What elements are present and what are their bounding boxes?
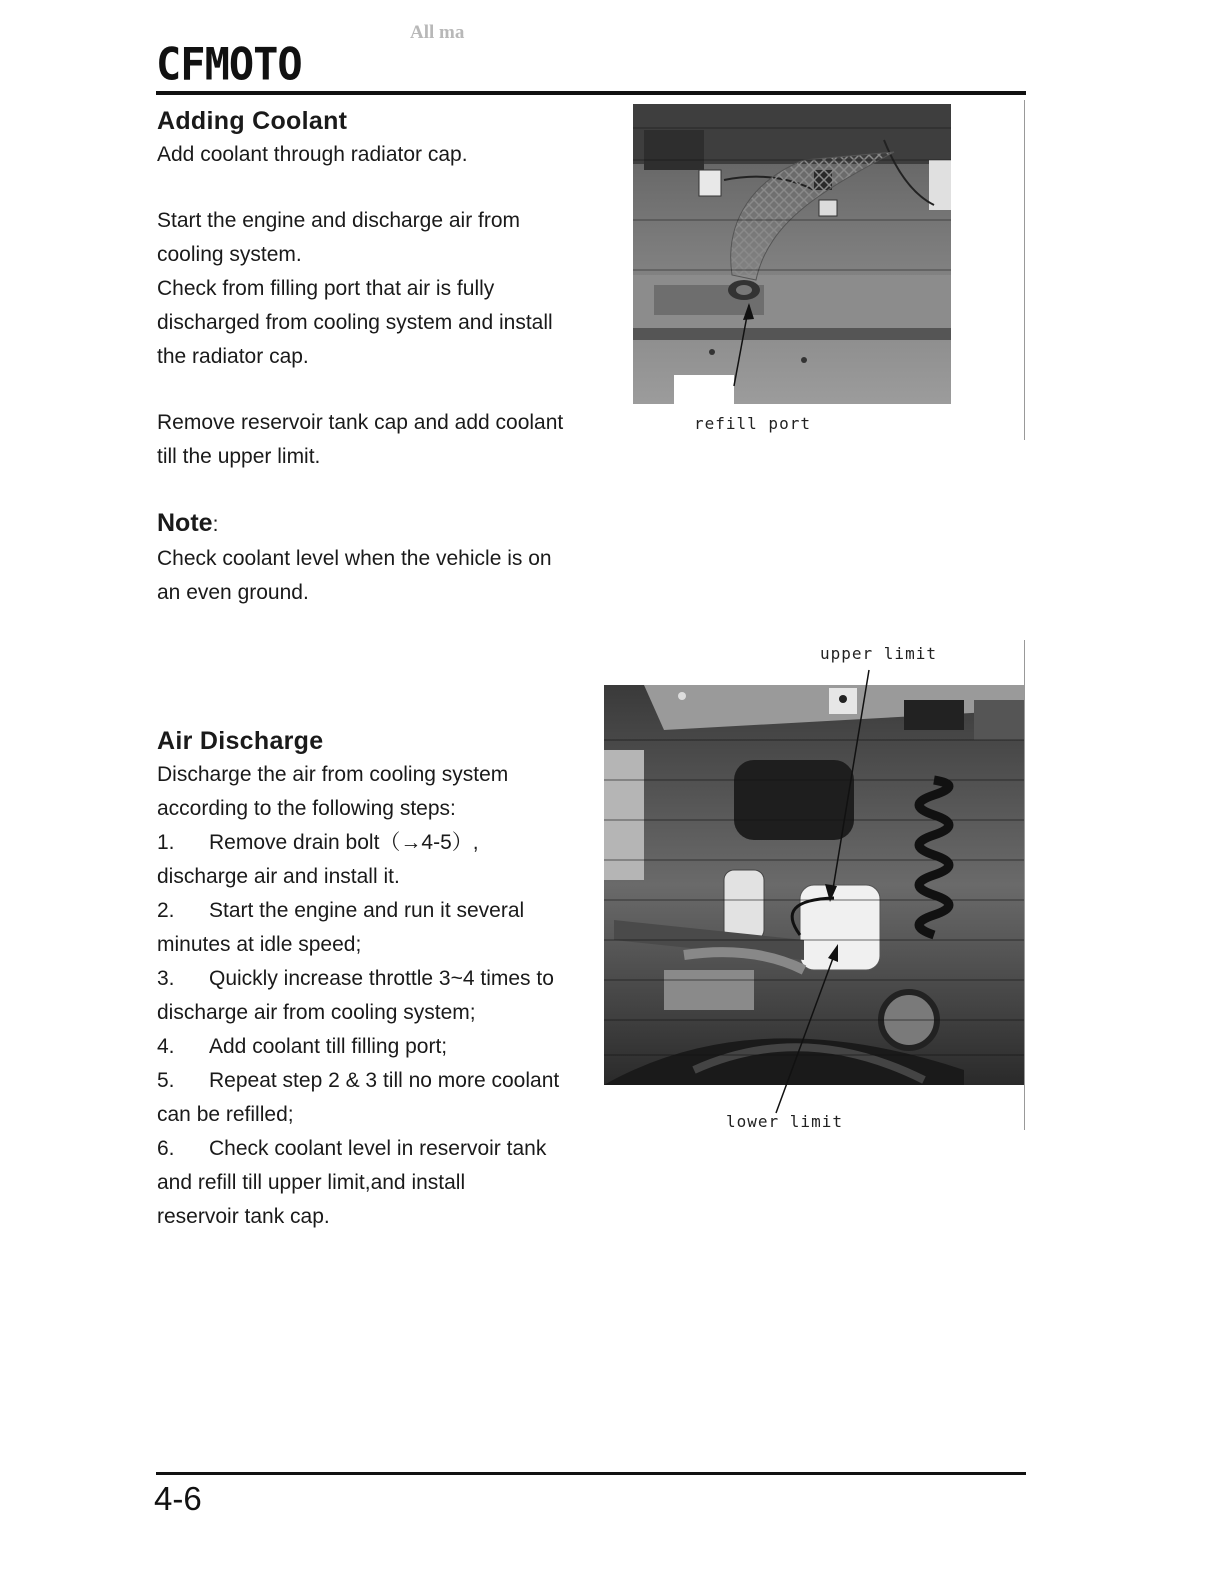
paragraph-start-engine: [157, 204, 587, 374]
note-heading: [157, 506, 587, 542]
air-discharge-section: [157, 724, 587, 1234]
step-text: discharge air from cooling system;: [157, 1001, 476, 1024]
figure-border: [1024, 100, 1025, 440]
figure-reservoir-tank: [604, 640, 1026, 1130]
step-text: Quickly increase throttle 3~4 times to: [209, 967, 554, 990]
brand-logo-text: CFMOTO: [156, 38, 302, 91]
step-text: Start the engine and run it several: [209, 899, 525, 922]
text-line: discharged from cooling system and install: [157, 311, 553, 334]
label-refill-port: refill port: [694, 414, 811, 433]
step-text: can be refilled;: [157, 1103, 294, 1126]
note-colon: :: [212, 513, 219, 536]
step-number: 4.: [157, 1035, 175, 1058]
text-line: Check from filling port that air is fully: [157, 277, 495, 300]
step-text: Check coolant level in reservoir tank: [209, 1137, 547, 1160]
step-text: Remove drain bolt（→4-5）,: [209, 831, 479, 854]
refill-port-photo: [604, 100, 1026, 440]
step-3: [157, 962, 587, 1030]
step-text: Repeat step 2 & 3 till no more coolant: [209, 1069, 560, 1092]
text-line: the radiator cap.: [157, 345, 309, 368]
text-line: an even ground.: [157, 581, 309, 604]
reservoir-tank-photo: [604, 640, 1026, 1130]
note-section: [157, 506, 587, 610]
page-number: 4-6: [154, 1480, 202, 1517]
note-text: [157, 542, 587, 610]
text-line: Discharge the air from cooling system: [157, 763, 509, 786]
figure-refill-port: [604, 100, 1026, 440]
step-text: discharge air and install it.: [157, 865, 400, 888]
text-line: Remove reservoir tank cap and add coolant: [157, 411, 564, 434]
step-number: 6.: [157, 1137, 175, 1160]
footer-rule: [156, 1472, 1026, 1475]
paragraph-add-coolant: Add coolant through radiator cap.: [157, 143, 468, 166]
paragraph-reservoir: [157, 406, 587, 474]
step-4: [157, 1030, 587, 1064]
section-title-air-discharge: Air Discharge: [157, 727, 324, 755]
text-line: cooling system.: [157, 243, 302, 266]
header-rule: [156, 91, 1026, 95]
step-number: 3.: [157, 967, 175, 990]
text-line: till the upper limit.: [157, 445, 321, 468]
step-6: [157, 1132, 587, 1234]
spacer: [157, 172, 587, 204]
section-title-adding-coolant: Adding Coolant: [157, 107, 348, 135]
step-number: 2.: [157, 899, 175, 922]
note-title: Note: [157, 509, 213, 537]
step-1: [157, 826, 587, 894]
text-line: Start the engine and discharge air from: [157, 209, 521, 232]
step-text: reservoir tank cap.: [157, 1205, 330, 1228]
step-text: and refill till upper limit,and install: [157, 1171, 466, 1194]
text-line: Check coolant level when the vehicle is on: [157, 547, 552, 570]
step-number: 1.: [157, 831, 175, 854]
figure-border: [1024, 640, 1025, 1130]
air-discharge-intro: [157, 758, 587, 826]
spacer: [157, 374, 587, 406]
step-text: minutes at idle speed;: [157, 933, 362, 956]
label-upper-limit: upper limit: [820, 644, 937, 663]
label-lower-limit: lower limit: [726, 1112, 843, 1131]
text-line: according to the following steps:: [157, 797, 456, 820]
step-text: Add coolant till filling port;: [209, 1035, 448, 1058]
step-5: [157, 1064, 587, 1132]
adding-coolant-section: [157, 104, 587, 474]
step-2: [157, 894, 587, 962]
watermark-text: All ma: [410, 22, 465, 43]
step-number: 5.: [157, 1069, 175, 1092]
